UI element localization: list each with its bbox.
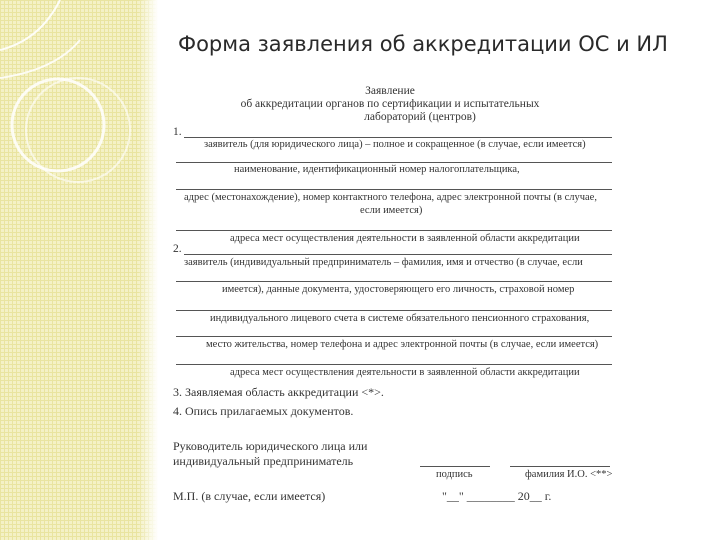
item2-caption4: место жительства, номер телефона и адрес электронной почты (в случае, если имеется)	[206, 339, 599, 350]
item2-caption3: индивидуального лицевого счета в системе обязательного пенсионного страхования,	[210, 313, 590, 324]
item1-caption2: наименование, идентификационный номер налогоплательщика,	[234, 164, 520, 175]
signature-label2: индивидуальный предприниматель	[173, 454, 354, 468]
name-line	[510, 466, 610, 467]
item1-fill-line	[184, 137, 612, 138]
date-line: "__" ________ 20__ г.	[442, 489, 552, 503]
item1-caption5: адреса мест осуществления деятельности в заявленной области аккредитации	[230, 233, 580, 244]
item2-fill-line	[184, 254, 612, 255]
slide-title: Форма заявления об аккредитации ОС и ИЛ	[178, 32, 668, 56]
item1-number: 1.	[173, 126, 182, 138]
item2-caption1: заявитель (индивидуальный предприниматель – фамилия, имя и отчество (в случае, если	[184, 257, 583, 268]
item1-caption3: адрес (местонахождение), номер контактного телефона, адрес электронной почты (в случае,	[184, 192, 597, 203]
name-caption: фамилия И.О. <**>	[525, 469, 613, 480]
item2-fill-line2	[176, 281, 612, 282]
item1-fill-line2	[176, 162, 612, 163]
signature-caption: подпись	[436, 469, 473, 480]
signature-line	[420, 466, 490, 467]
item1-fill-line4	[176, 230, 612, 231]
stamp-label: М.П. (в случае, если имеется)	[173, 489, 326, 503]
item2-number: 2.	[173, 243, 182, 255]
decorative-arcs	[0, 0, 160, 200]
item2-fill-line3	[176, 310, 612, 311]
item3-text: 3. Заявляемая область аккредитации <*>.	[173, 385, 384, 399]
item1-caption4: если имеется)	[360, 205, 423, 216]
item2-fill-line4	[176, 336, 612, 337]
form-heading-line1: Заявление	[365, 85, 415, 97]
item2-caption2: имеется), данные документа, удостоверяющего его личность, страховой номер	[222, 284, 575, 295]
form-heading-line2: об аккредитации органов по сертификации и испытательных	[240, 98, 540, 110]
item1-caption1: заявитель (для юридического лица) – полное и сокращенное (в случае, если имеется)	[204, 139, 586, 150]
item4-text: 4. Опись прилагаемых документов.	[173, 404, 354, 418]
item2-fill-line5	[176, 364, 612, 365]
application-form-document	[160, 78, 620, 518]
signature-label1: Руководитель юридического лица или	[173, 439, 368, 453]
item1-fill-line3	[176, 189, 612, 190]
form-heading-line3: лабораторий (центров)	[364, 111, 476, 123]
item2-caption5: адреса мест осуществления деятельности в заявленной области аккредитации	[230, 367, 580, 378]
